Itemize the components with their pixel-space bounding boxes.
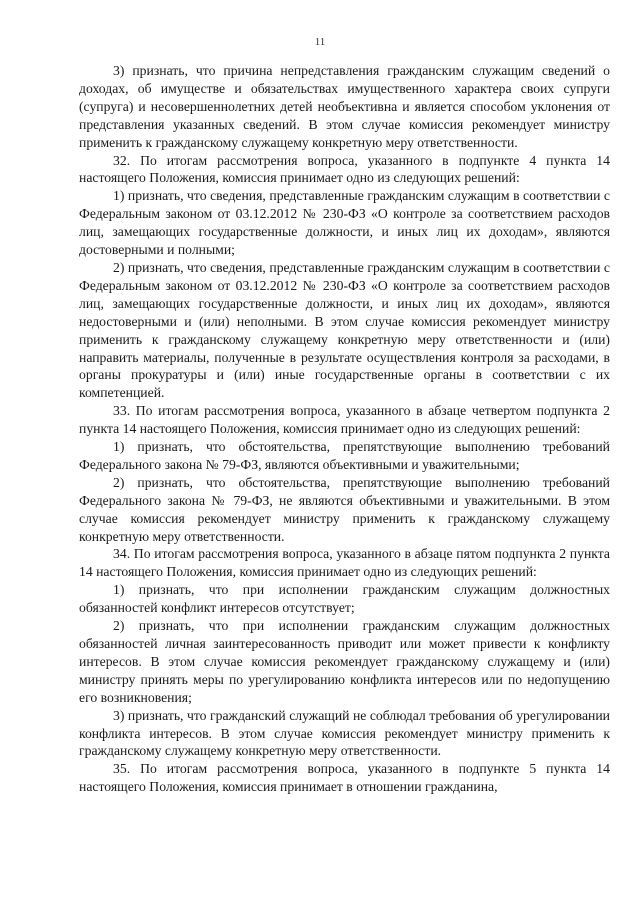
paragraph-33-subitem-2: 2) признать, что обстоятельства, препятствующие выполнению требований Федерального закона № 79-ФЗ, не являются объективными и уважительными. В этом случае комиссия рекомендует министру применить к гражданскому служащему конкретную меру ответственности. — [79, 474, 610, 544]
paragraph-3-subitem-3: 3) признать, что причина непредставления гражданским служащим сведений о доходах, об имуществе и обязательствах имущественного характера своих супруги (супруга) и несовершеннолетних детей необъективна и является способом уклонения от представления указанных сведений. В этом случае комиссия рекомендует министру применить к гражданскому служащему конкретную меру ответственности. — [79, 63, 610, 150]
paragraph-34-subitem-2: 2) признать, что при исполнении гражданским служащим должностных обязанностей личная заинтересованность приводит или может привести к конфликту интересов. В этом случае комиссия рекомендует гражданскому служащему и (или) министру принять меры по урегулированию конфликта интересов или по недопущению его возникновения; — [79, 618, 610, 705]
page-number: 11 — [314, 36, 326, 48]
body-text — [79, 62, 610, 796]
paragraph-33-subitem-1: 1) признать, что обстоятельства, препятствующие выполнению требований Федерального закона № 79-ФЗ, являются объективными и уважительными; — [79, 439, 610, 472]
paragraph-33: 33. По итогам рассмотрения вопроса, указанного в абзаце четвертом подпункта 2 пункта 14 настоящего Положения, комиссия принимает одно из следующих решений: — [79, 403, 610, 437]
paragraph-34: 34. По итогам рассмотрения вопроса, указанного в абзаце пятом подпункта 2 пункта 14 настоящего Положения, комиссия принимает одно из следующих решений: — [79, 546, 610, 580]
paragraph-34-subitem-3: 3) признать, что гражданский служащий не соблюдал требования об урегулировании конфликта интересов. В этом случае комиссия рекомендует министру применить к гражданскому служащему конкретную меру ответственности. — [79, 707, 610, 759]
paragraph-32-subitem-1: 1) признать, что сведения, представленные гражданским служащим в соответствии с Федеральным законом от 03.12.2012 № 230-ФЗ «О контроле за соответствием расходов лиц, замещающих государственные должности, и иных лиц их доходам», являются достоверными и полными; — [79, 188, 610, 258]
paragraph-35: 35. По итогам рассмотрения вопроса, указанного в подпункте 5 пункта 14 настоящего Положения, комиссия принимает в отношении гражданина, — [79, 761, 610, 795]
paragraph-34-subitem-1: 1) признать, что при исполнении гражданским служащим должностных обязанностей конфликт интересов отсутствует; — [79, 582, 610, 616]
paragraph-32-subitem-2: 2) признать, что сведения, представленные гражданским служащим в соответствии с Федеральным законом от 03.12.2012 № 230-ФЗ «О контроле за соответствием расходов лиц, замещающих государственные должности, и иных лиц их доходам», являются недостоверными и (или) неполными. В этом случае комиссия рекомендует министру применить к гражданскому служащему конкретную меру ответственности и (или) направить материалы, полученные в результате осуществления контроля за расходами, в органы прокуратуры и (или) иные государственные органы в соответствии с их компетенцией. — [79, 259, 610, 401]
paragraph-32: 32. По итогам рассмотрения вопроса, указанного в подпункте 4 пункта 14 настоящего Положения, комиссия принимает одно из следующих решений: — [79, 152, 610, 186]
